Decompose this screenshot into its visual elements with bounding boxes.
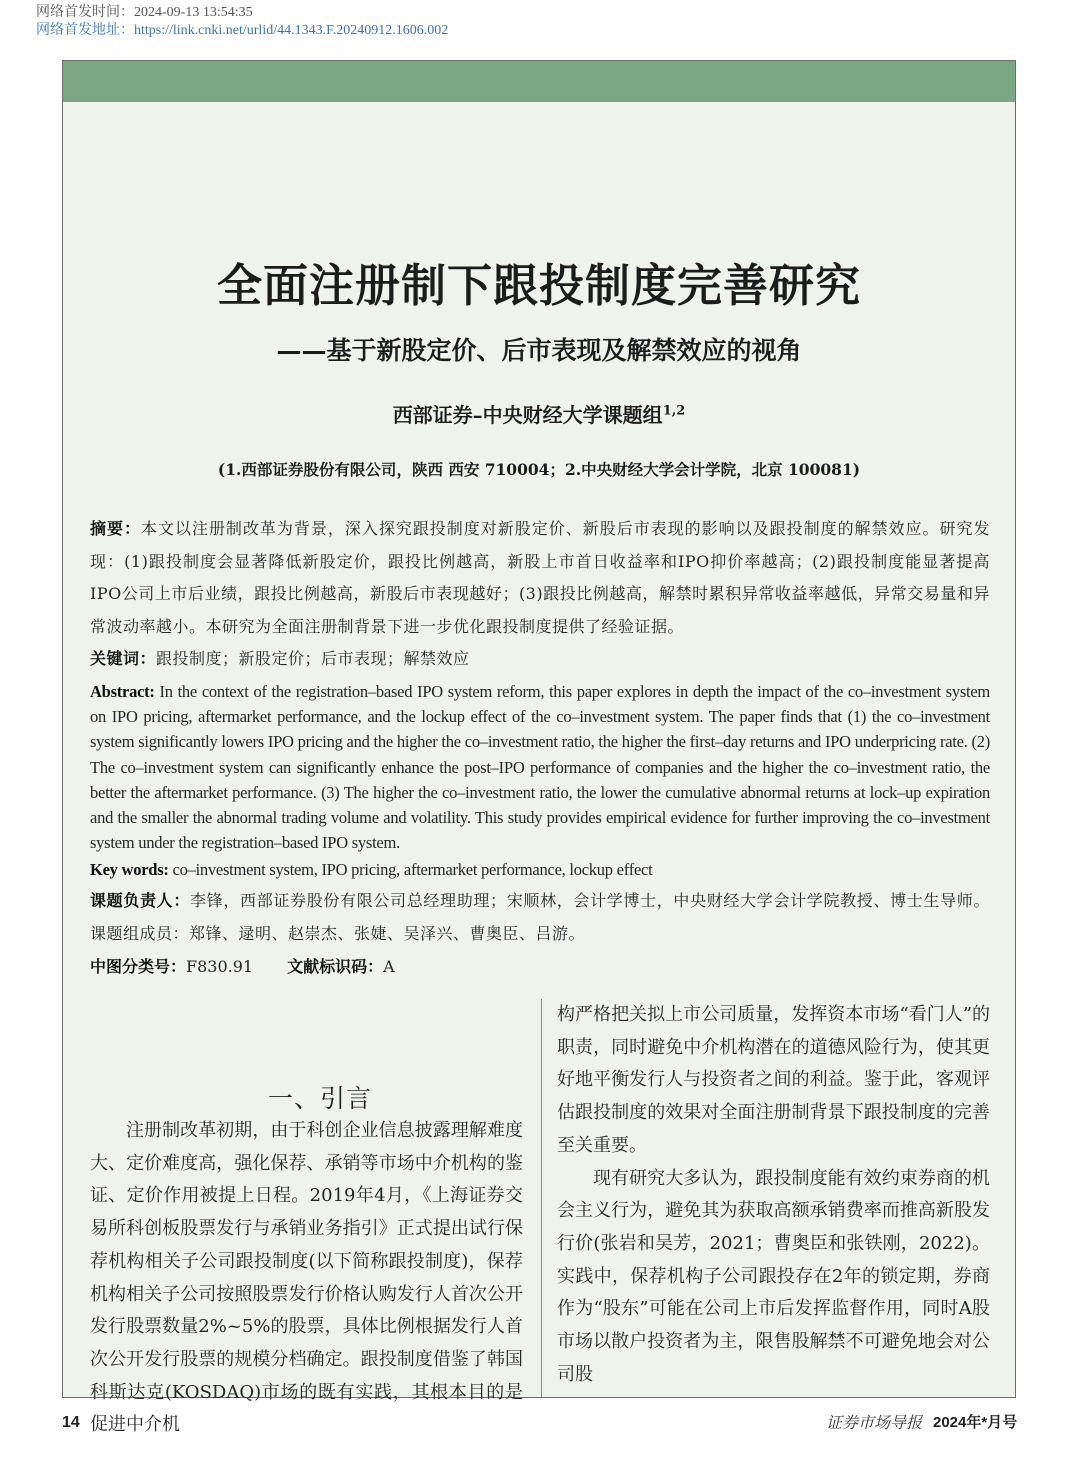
project-members: 课题负责人：李锋，西部证券股份有限公司总经理助理；宋顺林，会计学博士，中央财经大学会计学院教授、博士生导师。课题组成员：郑锋、逯明、赵崇杰、张婕、吴泽兴、曹奥臣、吕游。: [90, 891, 990, 943]
paper-title: 全面注册制下跟投制度完善研究: [216, 259, 861, 312]
column-divider: [541, 999, 542, 1397]
classification: 中图分类号：F830.91 文献标识码：A: [90, 957, 395, 976]
online-pub-time: 网络首发时间：2024-09-13 13:54:35: [36, 5, 253, 20]
page-number: 14: [62, 1414, 80, 1431]
affiliation: (1.西部证券股份有限公司，陕西 西安 710004；2.中央财经大学会计学院，北京 100081): [217, 460, 861, 479]
issue-label: 2024年*月号: [933, 1414, 1018, 1431]
keywords-cn: 关键词：跟投制度；新股定价；后市表现；解禁效应: [90, 649, 470, 668]
pub-url-link[interactable]: https://link.cnki.net/urlid/44.1343.F.20240912.1606.002: [134, 23, 449, 38]
journal-name: 证券市场导报: [826, 1413, 923, 1432]
author-affil-sup: 1,2: [662, 403, 686, 419]
body-column-left: [90, 1115, 523, 1442]
online-pub-url: 网络首发地址：https://link.cnki.net/urlid/44.1343.F.20240912.1606.002: [36, 23, 449, 38]
body-paragraph: 构严格把关拟上市公司质量，发挥资本市场“看门人”的职责，同时避免中介机构潜在的道德风险行为，使其更好地平衡发行人与投资者之间的利益。鉴于此，客观评估跟投制度的效果对全面注册制背景下跟投制度的完善至关重要。: [557, 1004, 990, 1156]
section-heading-intro: 一、引言: [268, 1084, 373, 1113]
abstract-cn: 摘要：本文以注册制改革为背景，深入探究跟投制度对新股定价、新股后市表现的影响以及跟投制度的解禁效应。研究发现：(1)跟投制度会显著降低新股定价，跟投比例越高，新股上市首日收益率和IPO抑价率越高；(2)跟投制度能显著提高IPO公司上市后业绩，跟投比例越高，新股后市表现越好；(3)跟投比例越高，解禁时累积异常收益率越低，异常交易量和异常波动率越小。本研究为全面注册制背景下进一步优化跟投制度提供了经验证据。: [90, 519, 990, 636]
body-paragraph: 注册制改革初期，由于科创企业信息披露理解难度大、定价难度高，强化保荐、承销等市场中介机构的鉴证、定价作用被提上日程。2019年4月，《上海证券交易所科创板股票发行与承销业务指引》正式提出试行保荐机构相关子公司跟投制度(以下简称跟投制度)，保荐机构相关子公司按照股票发行价格认购发行人首次公开发行股票数量2%~5%的股票，具体比例根据发行人首次公开发行股票的规模分档确定。跟投制度借鉴了韩国科斯达克(KOSDAQ)市场的既有实践，其根本目的是促进中介机: [90, 1120, 523, 1436]
paper-subtitle: ——基于新股定价、后市表现及解禁效应的视角: [276, 336, 802, 365]
abstract-en: Abstract: In the context of the registration–based IPO system reform, this paper explores in depth the impact of the co–investment system on IPO pricing, aftermarket performance, and the lockup effect of the co–investment system. The paper finds that (1) the co–investment system significantly lowers IPO pricing and the higher the co–investment ratio, the higher the first–day returns and IPO underpricing rate. (2) The co–investment system can significantly enhance the post–IPO performance of companies and the higher the co–investment ratio, the better the aftermarket performance. (3) The higher the co–investment ratio, the lower the cumulative abnormal returns at lock–up expiration and the smaller the abnormal trading volume and volatility. This study provides empirical evidence for further improving the co–investment system under the registration–based IPO system.: [90, 682, 991, 853]
body-column-right: [557, 999, 990, 1391]
authors: 西部证券–中央财经大学课题组$^{1,2}$: [392, 403, 686, 427]
body-paragraph: 现有研究大多认为，跟投制度能有效约束券商的机会主义行为，避免其为获取高额承销费率而推高新股发行价(张岩和吴芳，2021；曹奥臣和张铁刚，2022)。实践中，保荐机构子公司跟投存在2年的锁定期，券商作为“股东”可能在公司上市后发挥监督作用，同时A股市场以散户投资者为主，限售股解禁不可避免地会对公司股: [557, 1167, 990, 1385]
header-band: [63, 61, 1015, 102]
keywords-en: Key words: co–investment system, IPO pricing, aftermarket performance, lockup effect: [90, 860, 653, 879]
